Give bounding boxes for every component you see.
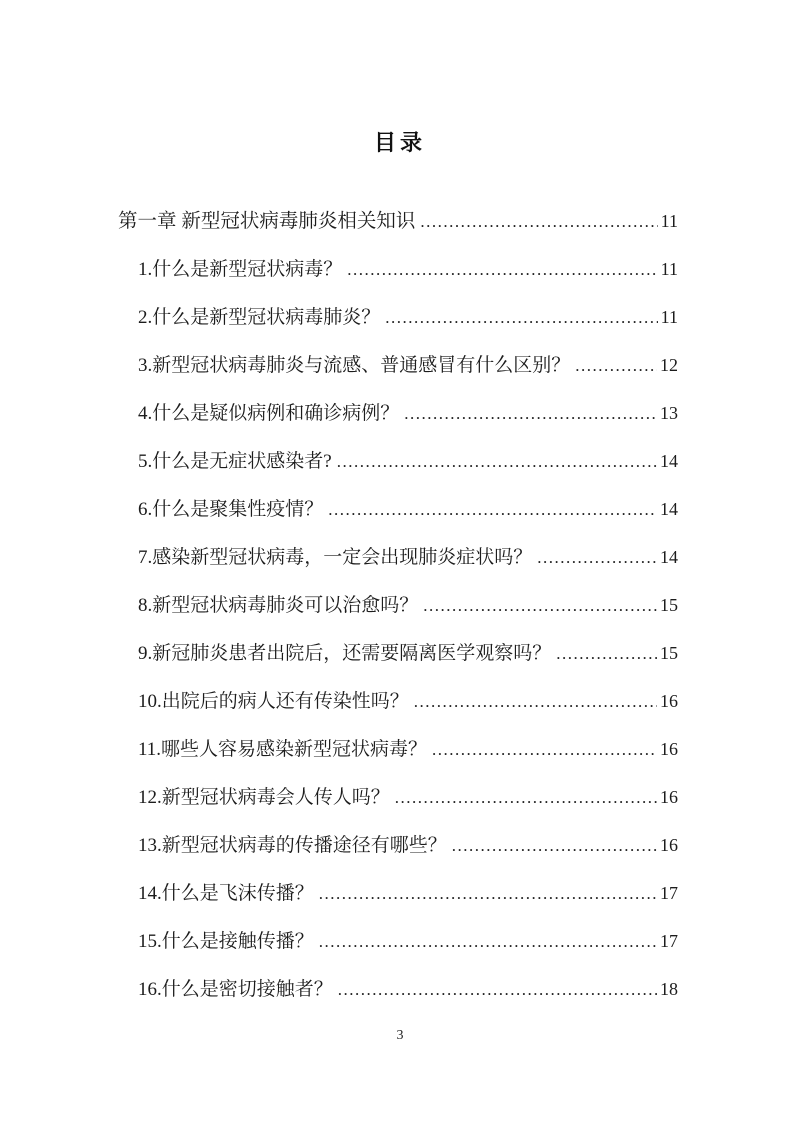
dot-leader <box>575 351 657 381</box>
toc-entry-page: 16 <box>660 835 678 855</box>
toc-entry-page: 18 <box>660 979 678 999</box>
toc-entry[interactable] <box>118 974 678 1022</box>
toc-entry-label: 14.什么是飞沫传播？ <box>138 883 314 904</box>
toc-entry[interactable] <box>118 590 678 638</box>
dot-leader <box>338 975 657 1005</box>
toc-entry-page: 14 <box>660 499 678 519</box>
toc-entry-label: 4.什么是疑似病例和确诊病例？ <box>138 403 400 424</box>
dot-leader <box>452 831 657 861</box>
dot-leader <box>414 687 657 717</box>
toc-entry-page: 15 <box>660 595 678 615</box>
toc-entry[interactable] <box>118 782 678 830</box>
toc-entry-label: 8.新型冠状病毒肺炎可以治愈吗？ <box>138 595 419 616</box>
toc-entry[interactable] <box>118 398 678 446</box>
dot-leader <box>556 639 657 669</box>
toc-entry[interactable] <box>118 542 678 590</box>
dot-leader <box>432 735 657 765</box>
toc-entry[interactable] <box>118 686 678 734</box>
toc-entry[interactable] <box>118 734 678 782</box>
toc-entry-label: 2.什么是新型冠状病毒肺炎？ <box>138 307 381 328</box>
toc-entry-page: 16 <box>660 739 678 759</box>
toc-entry-page: 11 <box>660 259 678 279</box>
toc-entry-label: 11.哪些人容易感染新型冠状病毒？ <box>138 739 428 760</box>
toc-entry[interactable] <box>118 878 678 926</box>
dot-leader <box>319 927 657 957</box>
footer-page-number: 3 <box>396 1028 404 1043</box>
toc-entry-label: 1.什么是新型冠状病毒？ <box>138 259 343 280</box>
dot-leader <box>423 591 657 621</box>
table-of-contents <box>118 206 678 1022</box>
toc-entry-label: 16.什么是密切接触者？ <box>138 979 333 1000</box>
toc-entry-label: 7.感染新型冠状病毒，一定会出现肺炎症状吗？ <box>138 547 533 568</box>
dot-leader <box>319 879 657 909</box>
toc-entry-label: 12.新型冠状病毒会人传人吗？ <box>138 787 390 808</box>
toc-entry-page: 17 <box>660 883 678 903</box>
toc-entry-label: 5.什么是无症状感染者? <box>138 451 332 472</box>
toc-entry-page: 12 <box>660 355 678 375</box>
dot-leader <box>395 783 657 813</box>
dot-leader <box>347 255 657 285</box>
toc-entry-page: 14 <box>660 547 678 567</box>
toc-entry-page: 17 <box>660 931 678 951</box>
toc-chapter-entry[interactable] <box>118 206 678 254</box>
toc-entry-page: 16 <box>660 691 678 711</box>
toc-entry[interactable] <box>118 926 678 974</box>
toc-entry-page: 16 <box>660 787 678 807</box>
toc-chapter-label: 第一章 新型冠状病毒肺炎相关知识 <box>118 211 416 232</box>
dot-leader <box>404 399 657 429</box>
toc-entry[interactable] <box>118 254 678 302</box>
dot-leader <box>537 543 657 573</box>
toc-entry[interactable] <box>118 638 678 686</box>
toc-chapter-page: 11 <box>660 211 678 231</box>
toc-entry-label: 9.新冠肺炎患者出院后，还需要隔离医学观察吗？ <box>138 643 552 664</box>
toc-entry-label: 10.出院后的病人还有传染性吗？ <box>138 691 409 712</box>
toc-title: 目录 <box>373 130 426 155</box>
toc-entry-page: 14 <box>660 451 678 471</box>
toc-entry[interactable] <box>118 350 678 398</box>
toc-entry-label: 6.什么是聚集性疫情？ <box>138 499 324 520</box>
toc-entry-label: 3.新型冠状病毒肺炎与流感、普通感冒有什么区别？ <box>138 355 571 376</box>
dot-leader <box>337 447 657 477</box>
dot-leader <box>328 495 657 525</box>
toc-entry-page: 11 <box>660 307 678 327</box>
toc-entry-page: 13 <box>660 403 678 423</box>
toc-entry-label: 13.新型冠状病毒的传播途径有哪些？ <box>138 835 447 856</box>
toc-entry-label: 15.什么是接触传播？ <box>138 931 314 952</box>
toc-entry[interactable] <box>118 302 678 350</box>
toc-entry[interactable] <box>118 830 678 878</box>
dot-leader <box>420 207 657 237</box>
dot-leader <box>385 303 657 333</box>
toc-entry-page: 15 <box>660 643 678 663</box>
toc-entry[interactable] <box>118 494 678 542</box>
toc-entry[interactable] <box>118 446 678 494</box>
